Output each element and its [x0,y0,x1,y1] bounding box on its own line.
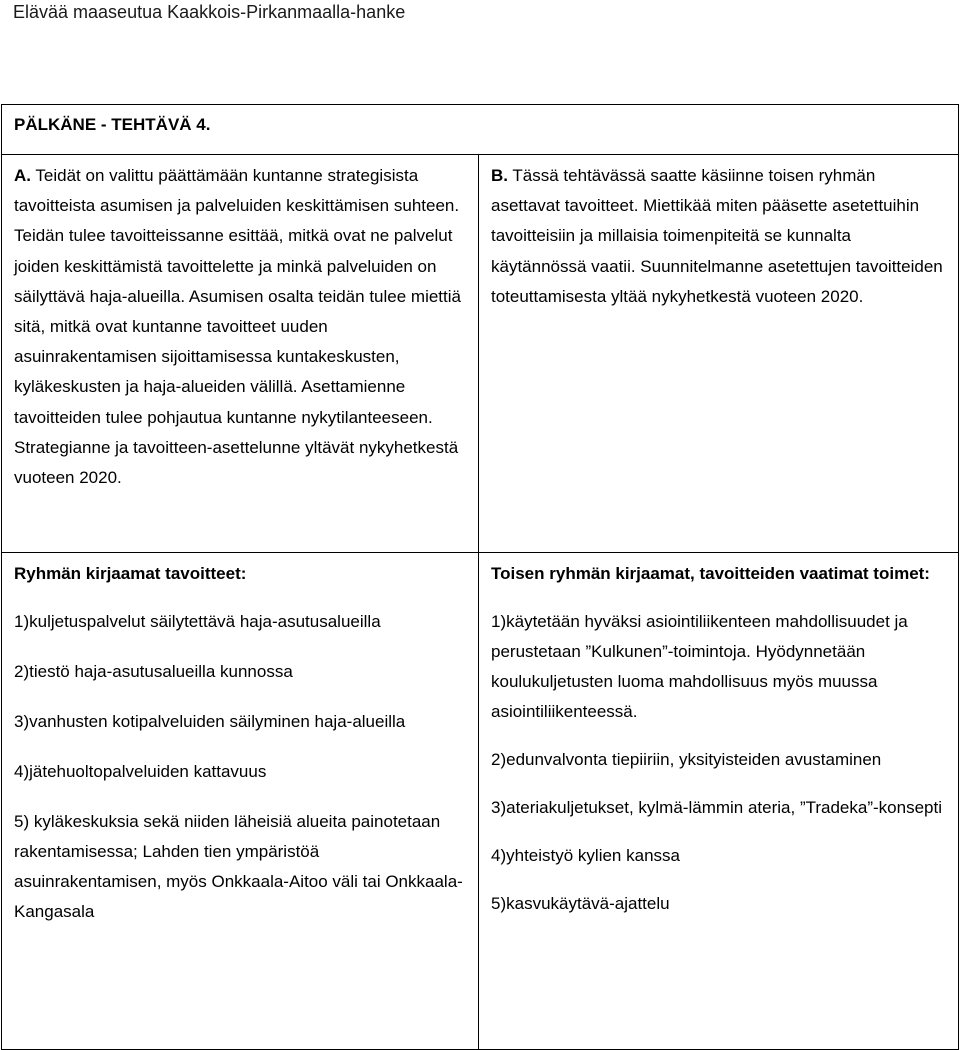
goal-item: 1)kuljetuspalvelut säilytettävä haja-asutusalueilla [14,612,381,631]
goal-item: 5) kyläkeskuksia sekä niiden läheisiä alueita painotetaan rakentamisessa; Lahden tien ympäristöä asuinrakentamisen, myös Onkkaala-Aitoo väli tai Onkkaala-Kangasala [14,812,463,921]
goal-item: 2)tiestö haja-asutusalueilla kunnossa [14,662,293,681]
task-a-body: Teidät on valittu päättämään kuntanne strategisista tavoitteista asumisen ja palveluiden keskittämisen suhteen. Teidän tulee tavoitteissanne esittää, mitkä ovat ne palvelut joiden keskittämistä tavoittelette ja minkä palveluiden on säilyttävä haja-alueilla. Asumisen osalta teidän tulee miettiä sitä, mitkä ovat kuntanne tavoitteet uuden asuinrakentamisen sijoittamisessa kuntakeskusten, kyläkeskusten ja haja-alueiden välillä. Asettamienne tavoitteiden tulee pohjautua kuntanne nykytilanteeseen. Strategianne ja tavoitteen-asettelunne yltävät nykyhetkestä vuoteen 2020. [14,166,461,488]
task-a-cell [2,155,479,553]
measure-item: 1)käytetään hyväksi asiointiliikenteen mahdollisuudet ja perustetaan ”Kulkunen”-toimintoja. Hyödynnetään koulukuljetusten luoma mahdollisuus myös muussa asiointiliikenteessä. [491,612,908,721]
goals-cell [2,553,479,1050]
task-b-text [491,161,948,312]
goals-heading: Ryhmän kirjaamat tavoitteet: [14,564,247,583]
measures-list [491,607,948,919]
task-b-body: Tässä tehtävässä saatte käsiinne toisen ryhmän asettavat tavoitteet. Miettikää miten pääsette asetettuihin tavoitteisiin ja millaisia toimenpiteitä se kunnalta käytännössä vaatii. Suunnitelmanne asetettujen tavoitteiden toteuttamisesta yltää nykyhetkestä vuoteen 2020. [491,166,943,306]
measure-item: 5)kasvukäytävä-ajattelu [491,894,670,913]
task-b-label: B. [491,166,508,185]
task-table [1,104,959,1050]
goals-list [14,607,468,927]
title-cell [2,105,959,155]
measure-item: 2)edunvalvonta tiepiiriin, yksityisteiden avustaminen [491,750,882,769]
measure-item: 4)yhteistyö kylien kanssa [491,846,680,865]
measure-item: 3)ateriakuljetukset, kylmä-lämmin ateria, ”Tradeka”-konsepti [491,798,942,817]
document-header: Elävää maaseutua Kaakkois-Pirkanmaalla-hanke [13,2,406,22]
measures-heading: Toisen ryhmän kirjaamat, tavoitteiden vaatimat toimet: [491,564,930,583]
goal-item: 3)vanhusten kotipalveluiden säilyminen haja-alueilla [14,712,406,731]
task-a-text [14,161,468,493]
task-title: PÄLKÄNE - TEHTÄVÄ 4. [14,115,211,134]
measures-cell [479,553,959,1050]
goal-item: 4)jätehuoltopalveluiden kattavuus [14,762,267,781]
task-b-cell [479,155,959,553]
task-a-label: A. [14,166,31,185]
